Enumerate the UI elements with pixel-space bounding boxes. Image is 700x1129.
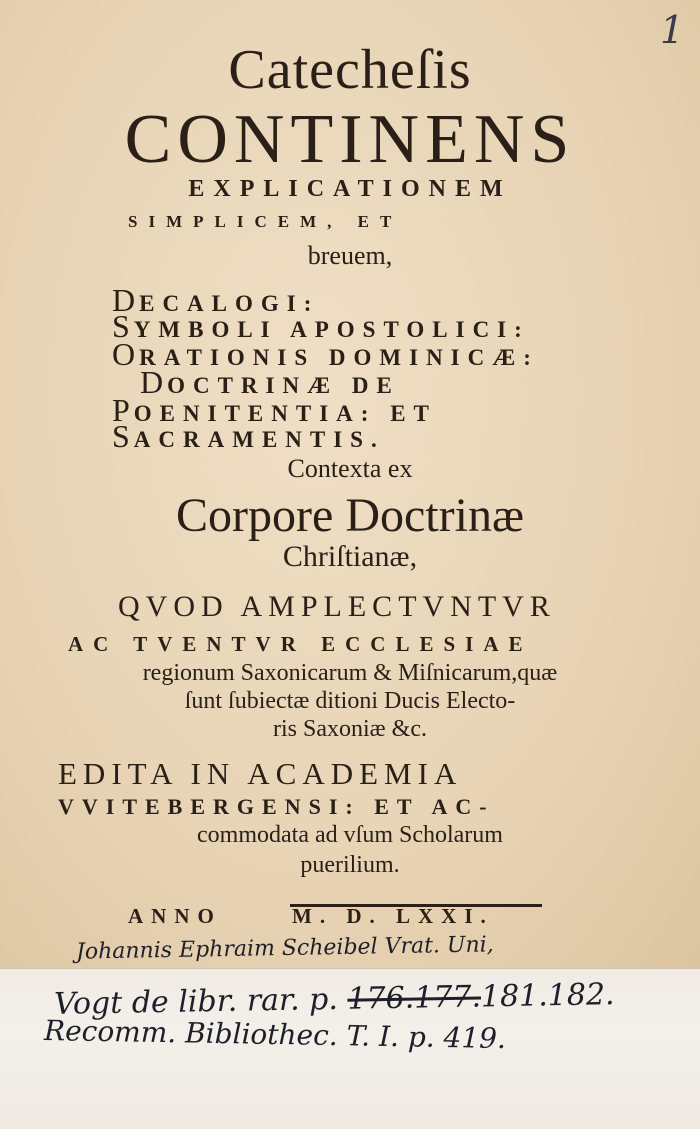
title-simplicem: SIMPLICEM, ET xyxy=(128,212,403,231)
topic-decalogi: DECALOGI: xyxy=(112,282,320,318)
imprint-year: M. D. LXXI. xyxy=(292,904,494,928)
topic-symboli: SYMBOLI APOSTOLICI: xyxy=(112,308,530,344)
topic-poenitentia: POENITENTIA: ET xyxy=(112,392,437,428)
title-breuem: breuem, xyxy=(307,241,393,270)
folio-number: 1 xyxy=(660,8,685,52)
imprint-anno: ANNO xyxy=(128,904,222,928)
source-corpore: Corpore Doctrinæ xyxy=(176,489,524,542)
topic-doctrinae: DOCTRINÆ DE xyxy=(140,364,400,400)
edition-commodata: commodata ad vſum Scholarum xyxy=(197,822,503,848)
clause-regionum: regionum Saxonicarum & Miſnicarum,quæ xyxy=(142,660,558,686)
clause-saxoniae: ris Saxoniæ &c. xyxy=(273,716,427,742)
clause-tuentur: AC TVENTVR ECCLESIAE xyxy=(68,632,533,656)
topic-orationis: ORATIONIS DOMINICÆ: xyxy=(112,336,539,372)
struck-pages: 176.177. xyxy=(347,979,482,1017)
edition-edita: EDITA IN ACADEMIA xyxy=(58,756,463,791)
title-catechesis: Catecheſis xyxy=(228,39,472,101)
owner-inscription: Johannis Ephraim Scheibel Vrat. Uni, xyxy=(75,932,494,965)
source-christianae: Chriſtianæ, xyxy=(282,540,418,573)
title-explicationem: EXPLICATIONEM xyxy=(188,176,512,202)
clause-subiectae: ſunt ſubiectæ ditioni Ducis Electo- xyxy=(184,688,516,714)
topic-sacramentis: SACRAMENTIS. xyxy=(112,418,385,454)
edition-puerilium: puerilium. xyxy=(300,852,400,878)
clause-quod: QVOD AMPLECTVNTVR xyxy=(118,590,556,623)
source-contexta: Contexta ex xyxy=(287,454,413,483)
bibliographic-note-2: Recomm. Bibliothec. T. I. p. 419. xyxy=(43,1013,507,1056)
edition-witebergensi: VVITEBERGENSI: ET AC- xyxy=(58,794,495,819)
bibliographic-note-1: Vogt de libr. rar. p. 176.177.181.182. xyxy=(53,977,615,1022)
title-continens: CONTINENS xyxy=(124,101,576,178)
